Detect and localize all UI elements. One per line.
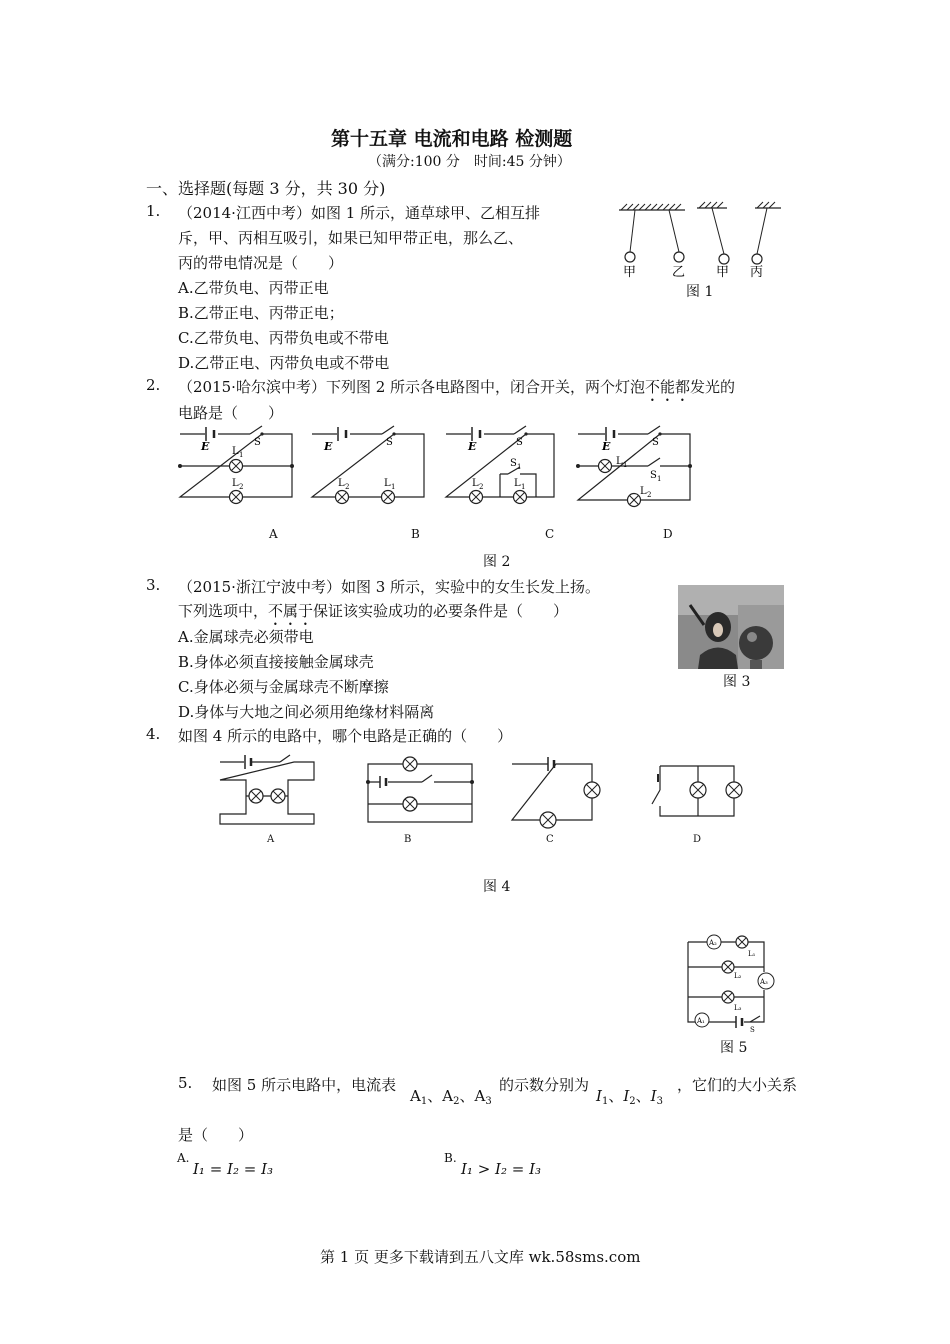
q2-line2: 电路是（ ） <box>178 404 284 422</box>
svg-text:1: 1 <box>239 451 244 459</box>
svg-text:L: L <box>338 478 345 489</box>
svg-text:L: L <box>232 478 239 489</box>
figure-2-circuits <box>170 422 710 522</box>
fig4-label-a: A <box>267 834 275 845</box>
svg-text:S: S <box>254 437 261 448</box>
q4-number: 4. <box>146 725 161 743</box>
circuit-4c <box>512 757 600 828</box>
figure-4-caption: 图 4 <box>483 879 511 895</box>
svg-text:E: E <box>468 440 477 453</box>
circuit-4b <box>366 757 474 822</box>
svg-text:S: S <box>650 470 657 481</box>
svg-text:E: E <box>602 440 611 453</box>
q5-text-pre: 如图 5 所示电路中，电流表 <box>212 1076 397 1094</box>
q4-line1: 如图 4 所示的电路中，哪个电路是正确的（ ） <box>178 727 513 745</box>
svg-text:A₃: A₃ <box>760 978 768 986</box>
svg-text:A₁: A₁ <box>697 1017 705 1025</box>
svg-text:L: L <box>640 486 647 497</box>
svg-text:E: E <box>201 440 210 453</box>
svg-text:S: S <box>510 458 517 469</box>
q2-number: 2. <box>146 376 161 394</box>
svg-text:1: 1 <box>517 463 522 471</box>
svg-text:L: L <box>384 478 391 489</box>
circuit-4d <box>652 766 742 816</box>
svg-text:L₂: L₂ <box>734 972 742 980</box>
circuit-2d <box>576 426 692 507</box>
q5-text-mid: 的示数分别为 <box>499 1076 590 1094</box>
fig2-label-a: A <box>269 527 278 541</box>
svg-text:S: S <box>652 437 659 448</box>
q1-option-c: C.乙带负电、丙带负电或不带电 <box>178 329 389 347</box>
q5-text-post: ，它们的大小关系 <box>677 1076 798 1094</box>
fig4-label-d: D <box>693 834 702 845</box>
ball-label-jia: 甲 <box>623 265 637 280</box>
q3-option-b: B.身体必须直接接触金属球壳 <box>178 653 374 671</box>
svg-text:1: 1 <box>391 483 396 491</box>
circuit-2b <box>312 426 424 504</box>
svg-text:2: 2 <box>647 491 652 499</box>
q5-option-a-label: A. <box>177 1151 190 1165</box>
q1-line1: （2014·江西中考）如图 1 所示，通草球甲、乙相互排 <box>178 204 541 222</box>
circuit-4a <box>220 755 314 824</box>
circuit-2a <box>178 426 294 504</box>
svg-text:E: E <box>324 440 333 453</box>
q1-line3: 丙的带电情况是（ ） <box>178 254 344 272</box>
q3-option-c: C.身体必须与金属球壳不断摩擦 <box>178 678 389 696</box>
q5-option-a: I₁ = I₂ = I₃ <box>193 1160 274 1178</box>
svg-text:L₃: L₃ <box>734 1004 742 1012</box>
q3-option-d: D.身体与大地之间必须用绝缘材料隔离 <box>178 703 435 721</box>
q3-option-a: A.金属球壳必须带电 <box>178 628 314 646</box>
svg-text:L: L <box>616 456 623 467</box>
svg-text:L: L <box>514 478 521 489</box>
figure-5-caption: 图 5 <box>720 1040 748 1056</box>
svg-text:2: 2 <box>239 483 244 491</box>
svg-text:1: 1 <box>521 483 526 491</box>
q3-line1: （2015·浙江宁波中考）如图 3 所示，实验中的女生长发上扬。 <box>178 578 601 596</box>
q5-number: 5. <box>178 1074 193 1092</box>
fig4-label-c: C <box>546 834 554 845</box>
q5-option-b-label: B. <box>444 1151 457 1165</box>
page-subtitle: （满分:100 分 时间:45 分钟） <box>368 154 571 170</box>
q1-option-d: D.乙带正电、丙带负电或不带电 <box>178 354 390 372</box>
svg-text:2: 2 <box>479 483 484 491</box>
svg-text:L₁: L₁ <box>748 950 756 958</box>
q1-option-a: A.乙带负电、丙带正电 <box>178 279 329 297</box>
svg-text:1: 1 <box>623 461 628 469</box>
section-heading: 一、选择题(每题 3 分，共 30 分) <box>146 179 386 198</box>
fig4-label-b: B <box>404 834 412 845</box>
fig2-label-d: D <box>663 527 673 541</box>
page-footer: 第 1 页 更多下载请到五八文库 wk.58sms.com <box>320 1248 641 1266</box>
figure-3-caption: 图 3 <box>723 674 751 690</box>
q5-currents: $I_1$、$I_2$、$I_3$ <box>596 1087 663 1107</box>
svg-text:S: S <box>750 1026 755 1034</box>
q5-option-b: I₁ > I₂ = I₃ <box>461 1160 542 1178</box>
q3-line2: 下列选项中，不属于保证该实验成功的必要条件是（ ） <box>178 602 569 620</box>
ball-label-bing: 丙 <box>750 265 764 280</box>
ball-label-jia-2: 甲 <box>716 265 730 280</box>
svg-text:A₂: A₂ <box>709 939 717 947</box>
ball-label-yi: 乙 <box>672 265 686 280</box>
svg-text:S: S <box>386 437 393 448</box>
figure-5-circuit <box>684 932 784 1032</box>
svg-text:S: S <box>516 437 523 448</box>
q5-ammeters: $A_1$、$A_2$、$A_3$ <box>410 1087 492 1107</box>
q1-line2: 斥，甲、丙相互吸引，如果已知甲带正电，那么乙、 <box>178 229 524 247</box>
q3-number: 3. <box>146 576 161 594</box>
figure-1-caption: 图 1 <box>686 284 714 300</box>
q1-number: 1. <box>146 202 161 220</box>
q5-line2: 是（ ） <box>178 1126 254 1144</box>
circuit-2c <box>446 426 554 504</box>
page-title: 第十五章 电流和电路 检测题 <box>331 128 573 150</box>
figure-3-photo <box>678 585 784 669</box>
fig2-label-c: C <box>545 527 555 541</box>
figure-2-caption: 图 2 <box>483 554 511 570</box>
q1-option-b: B.乙带正电、丙带正电； <box>178 304 344 322</box>
figure-4-circuits <box>218 752 748 832</box>
q2-line1: （2015·哈尔滨中考）下列图 2 所示各电路图中，闭合开关，两个灯泡不能都发光的 <box>178 378 736 396</box>
svg-text:L: L <box>472 478 479 489</box>
svg-text:1: 1 <box>657 475 662 483</box>
svg-text:2: 2 <box>345 483 350 491</box>
svg-text:L: L <box>232 446 239 457</box>
fig2-label-b: B <box>411 527 420 541</box>
